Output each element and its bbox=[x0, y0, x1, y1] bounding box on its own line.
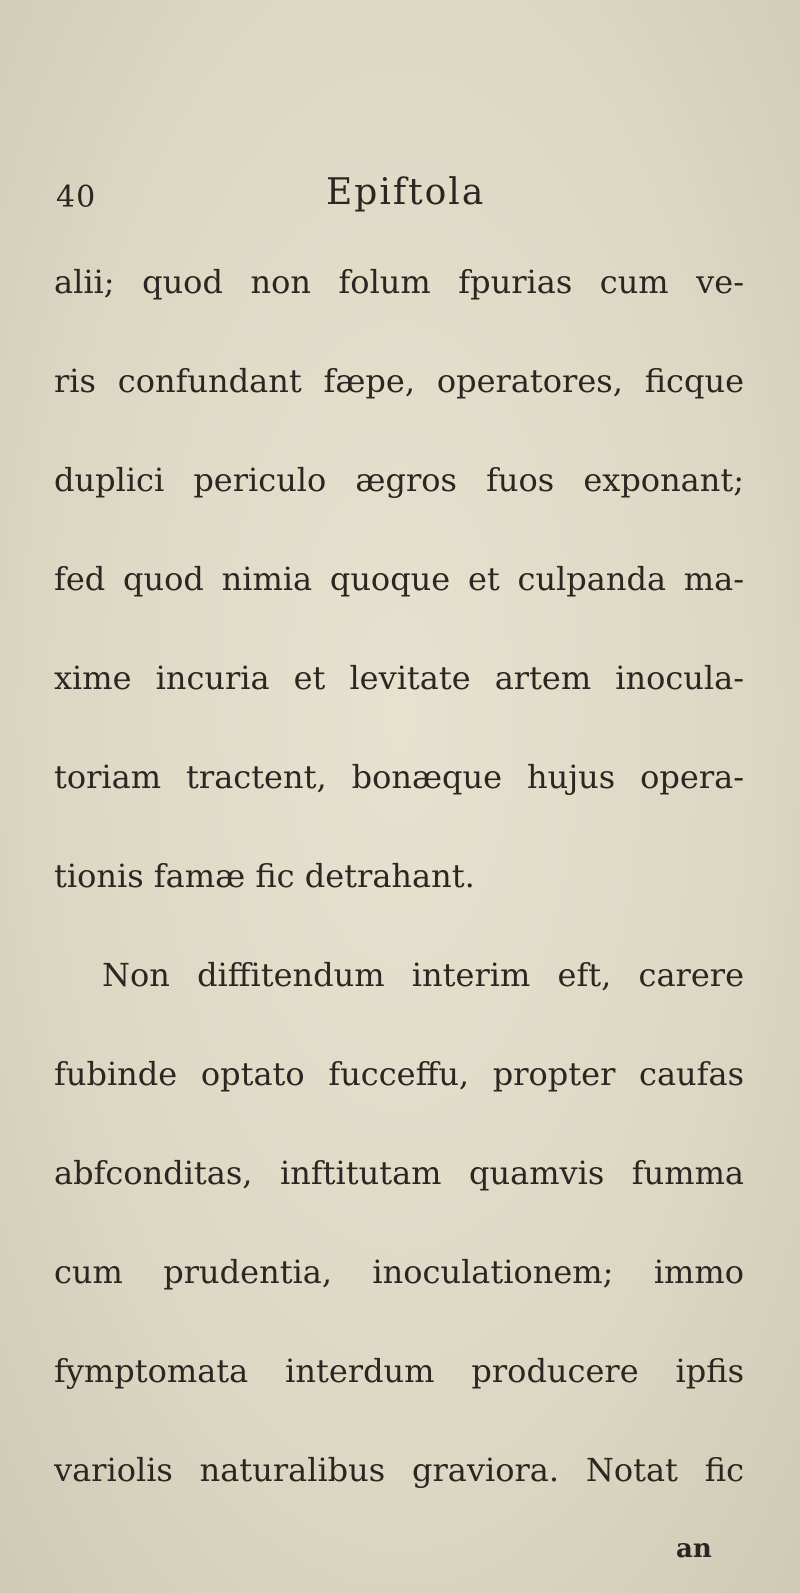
text-line: cum prudentia, inoculationem; immo bbox=[54, 1253, 744, 1291]
text-line: fubinde optato fucceffu, propter caufas bbox=[54, 1055, 744, 1093]
text-line: ris confundant fæpe, operatores, ficque bbox=[54, 362, 744, 400]
text-line: variolis naturalibus graviora. Notat fic bbox=[54, 1451, 744, 1489]
text-line: Non diffitendum interim eft, carere bbox=[102, 956, 744, 994]
running-title: Epiftola bbox=[326, 172, 486, 213]
text-line: xime incuria et levitate artem inocula- bbox=[54, 659, 744, 697]
text-line: abfconditas, inftitutam quamvis fumma bbox=[54, 1154, 744, 1192]
text-block bbox=[54, 262, 744, 1549]
text-line: alii; quod non folum fpurias cum ve- bbox=[54, 263, 744, 301]
text-line: duplici periculo ægros fuos exponant; bbox=[54, 461, 744, 499]
catchword: an bbox=[676, 1534, 712, 1564]
text-line: fymptomata interdum producere ipfis bbox=[54, 1352, 744, 1390]
text-line: tionis famæ fic detrahant. bbox=[54, 857, 475, 895]
text-line: fed quod nimia quoque et culpanda ma- bbox=[54, 560, 744, 598]
page-number: 40 bbox=[56, 180, 97, 215]
text-line: toriam tractent, bonæque hujus opera- bbox=[54, 758, 744, 796]
